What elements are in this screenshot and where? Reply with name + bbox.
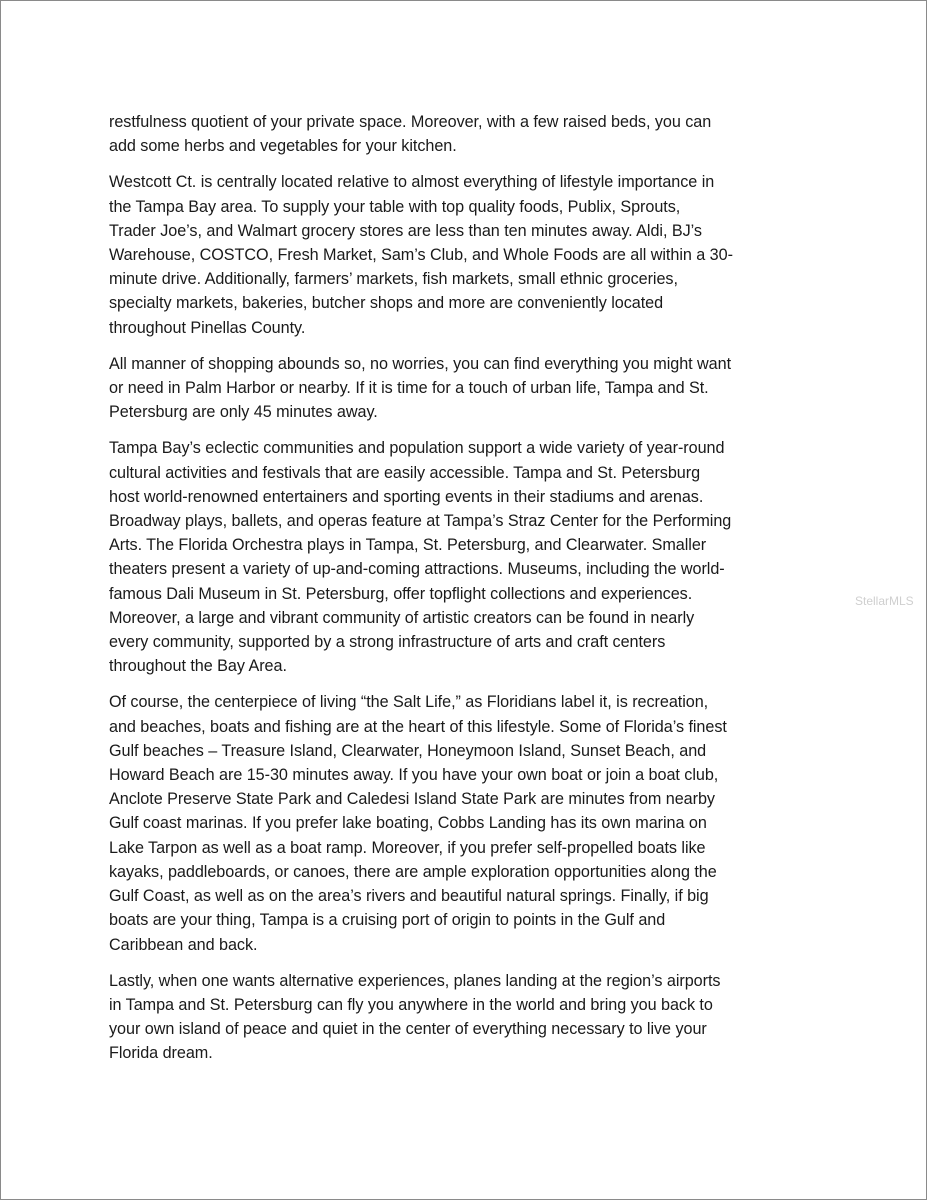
text-line: Westcott Ct. is centrally located relative to almost everything of lifestyle importance in <box>109 173 715 192</box>
document-body <box>109 110 819 1078</box>
text-line: add some herbs and vegetables for your kitchen. <box>109 137 457 156</box>
text-line: Lake Tarpon as well as a boat ramp. Moreover, if you prefer self-propelled boats like <box>109 838 706 857</box>
text-line: theaters present a variety of up-and-coming attractions. Museums, including the world- <box>109 560 725 579</box>
text-line: Gulf beaches – Treasure Island, Clearwater, Honeymoon Island, Sunset Beach, and <box>109 741 707 760</box>
text-line: Warehouse, COSTCO, Fresh Market, Sam’s Club, and Whole Foods are all within a 30- <box>109 246 733 265</box>
text-line: boats are your thing, Tampa is a cruising port of origin to points in the Gulf and <box>109 911 666 930</box>
text-line: your own island of peace and quiet in the center of everything necessary to live your <box>109 1020 707 1039</box>
stellar-mls-watermark: StellarMLS <box>855 594 914 608</box>
body-paragraph <box>109 969 819 1066</box>
text-line: specialty markets, bakeries, butcher shops and more are conveniently located <box>109 294 664 313</box>
text-line: the Tampa Bay area. To supply your table with top quality foods, Publix, Sprouts, <box>109 197 681 216</box>
text-line: throughout the Bay Area. <box>109 657 287 676</box>
text-line: Gulf Coast, as well as on the area’s rivers and beautiful natural springs. Finally, if big <box>109 887 709 906</box>
body-paragraph <box>109 110 819 158</box>
text-line: kayaks, paddleboards, or canoes, there are ample exploration opportunities along the <box>109 862 717 881</box>
body-paragraph <box>109 352 819 425</box>
text-line: in Tampa and St. Petersburg can fly you anywhere in the world and bring you back to <box>109 995 713 1014</box>
text-line: cultural activities and festivals that are easily accessible. Tampa and St. Petersburg <box>109 463 701 482</box>
text-line: Moreover, a large and vibrant community of artistic creators can be found in nearly <box>109 608 695 627</box>
text-line: Caribbean and back. <box>109 935 258 954</box>
text-line: minute drive. Additionally, farmers’ markets, fish markets, small ethnic groceries, <box>109 270 678 289</box>
text-line: Of course, the centerpiece of living “the Salt Life,” as Floridians label it, is recreation, <box>109 693 709 712</box>
text-line: Arts. The Florida Orchestra plays in Tampa, St. Petersburg, and Clearwater. Smaller <box>109 536 707 555</box>
text-line: Petersburg are only 45 minutes away. <box>109 403 378 422</box>
text-line: Florida dream. <box>109 1044 213 1063</box>
text-line: Broadway plays, ballets, and operas feature at Tampa’s Straz Center for the Performing <box>109 512 732 531</box>
text-line: Howard Beach are 15-30 minutes away. If you have your own boat or join a boat club, <box>109 766 719 785</box>
text-line: every community, supported by a strong infrastructure of arts and craft centers <box>109 633 666 652</box>
text-line: host world-renowned entertainers and sporting events in their stadiums and arenas. <box>109 487 704 506</box>
text-line: Anclote Preserve State Park and Caledesi Island State Park are minutes from nearby <box>109 790 715 809</box>
body-paragraph <box>109 690 819 956</box>
text-line: Trader Joe’s, and Walmart grocery stores are less than ten minutes away. Aldi, BJ’s <box>109 221 702 240</box>
body-paragraph <box>109 436 819 678</box>
body-paragraph <box>109 170 819 339</box>
text-line: and beaches, boats and fishing are at the heart of this lifestyle. Some of Florida’s finest <box>109 717 727 736</box>
text-line: Lastly, when one wants alternative experiences, planes landing at the region’s airports <box>109 971 721 990</box>
text-line: restfulness quotient of your private space. Moreover, with a few raised beds, you can <box>109 113 712 131</box>
text-line: throughout Pinellas County. <box>109 318 306 337</box>
text-line: Gulf coast marinas. If you prefer lake boating, Cobbs Landing has its own marina on <box>109 814 707 833</box>
text-line: Tampa Bay’s eclectic communities and population support a wide variety of year-round <box>109 439 725 458</box>
text-line: or need in Palm Harbor or nearby. If it is time for a touch of urban life, Tampa and St. <box>109 379 709 398</box>
text-line: All manner of shopping abounds so, no worries, you can find everything you might want <box>109 354 732 373</box>
text-line: famous Dali Museum in St. Petersburg, offer topflight collections and experiences. <box>109 584 693 603</box>
